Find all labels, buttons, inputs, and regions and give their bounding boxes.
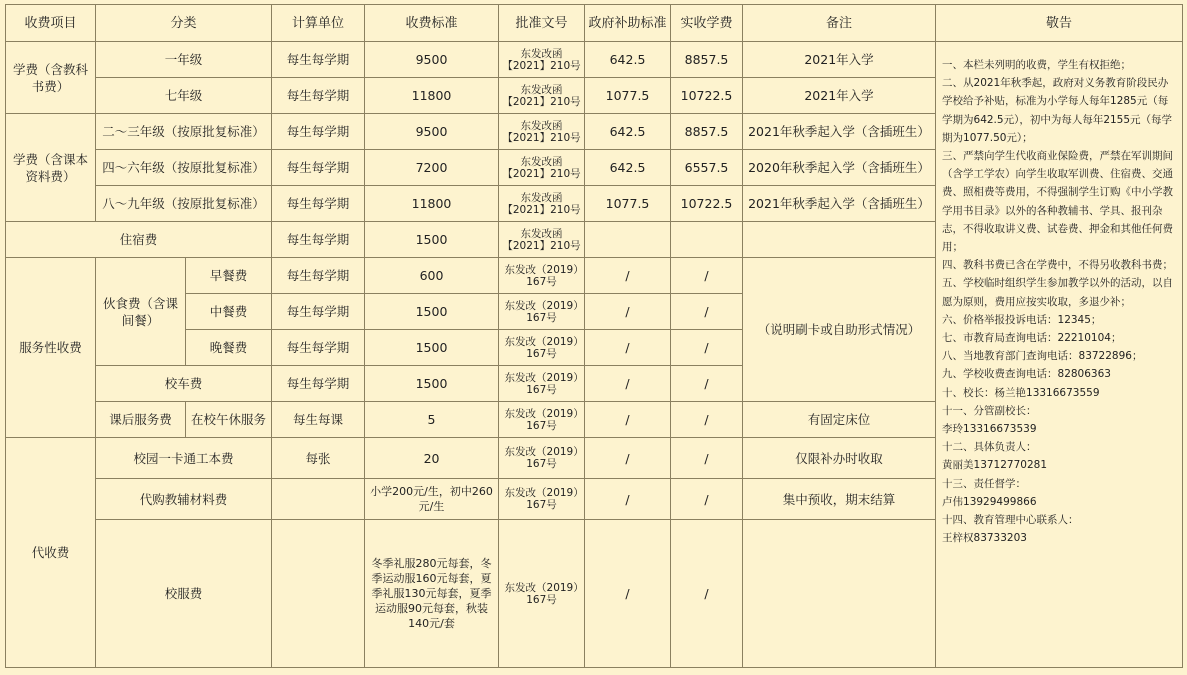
header-category: 分类 <box>96 5 272 42</box>
row-subsidy: 642.5 <box>585 150 671 186</box>
row-category: 一年级 <box>96 42 272 78</box>
row-actual: 8857.5 <box>671 42 743 78</box>
row-standard: 600 <box>365 258 499 294</box>
row-actual: / <box>671 258 743 294</box>
row-category: 四～六年级（按原批复标准） <box>96 150 272 186</box>
row-standard: 1500 <box>365 366 499 402</box>
header-subsidy: 政府补助标准 <box>585 5 671 42</box>
row-subsidy <box>585 222 671 258</box>
row-category: 代购教辅材料费 <box>96 479 272 520</box>
header-standard: 收费标准 <box>365 5 499 42</box>
row-approval: 东发改（2019）167号 <box>499 520 585 668</box>
notice-line: 李玲13316673539 <box>942 423 1037 436</box>
row-remark: 2021年入学 <box>743 78 936 114</box>
row-standard: 7200 <box>365 150 499 186</box>
row-subsidy: / <box>585 479 671 520</box>
header-actual: 实收学费 <box>671 5 743 42</box>
row-actual: / <box>671 520 743 668</box>
row-category: 校园一卡通工本费 <box>96 438 272 479</box>
row-unit: 每张 <box>272 438 365 479</box>
notice-line: 十三、责任督学： <box>942 477 1027 490</box>
row-remark: （说明刷卡或自助形式情况） <box>743 258 936 402</box>
row-category: 中餐费 <box>186 294 272 330</box>
row-category: 校车费 <box>96 366 272 402</box>
notice-line: 六、价格举报投诉电话：12345； <box>942 313 1102 326</box>
notice-line: 黄丽美13712770281 <box>942 459 1048 472</box>
notice-line: 三、严禁向学生代收商业保险费，严禁在军训期间（含学工学农）向学生收取军训费、住宿费、交通费、照相费等费用，不得强制学生订购《中小学教学用书目录》以外的各种教辅书、学具、报刊杂志，不得收取讲义费、试卷费、押金和其他任何费用； <box>942 150 1174 254</box>
notice-line: 八、当地教育部门查询电话：83722896； <box>942 350 1143 363</box>
row-subsidy: / <box>585 258 671 294</box>
row-approval: 东发改（2019）167号 <box>499 258 585 294</box>
row-subsidy: / <box>585 294 671 330</box>
row-actual: 6557.5 <box>671 150 743 186</box>
row-unit: 每生每学期 <box>272 330 365 366</box>
row-approval: 东发改（2019）167号 <box>499 402 585 438</box>
row-unit: 每生每学期 <box>272 222 365 258</box>
row-remark: 集中预收，期末结算 <box>743 479 936 520</box>
row-remark: 2021年秋季起入学（含插班生） <box>743 114 936 150</box>
row-actual <box>671 222 743 258</box>
row-approval: 东发改函【2021】210号 <box>499 78 585 114</box>
row-subsidy: 1077.5 <box>585 78 671 114</box>
row-approval: 东发改函【2021】210号 <box>499 222 585 258</box>
row-approval: 东发改（2019）167号 <box>499 366 585 402</box>
group-tuition-b: 学费（含课本资料费） <box>6 114 96 222</box>
row-standard: 11800 <box>365 186 499 222</box>
row-subsidy: / <box>585 366 671 402</box>
row-remark: 2020年秋季起入学（含插班生） <box>743 150 936 186</box>
notice-line: 十四、教育管理中心联系人： <box>942 514 1079 527</box>
row-category: 二～三年级（按原批复标准） <box>96 114 272 150</box>
row-subsidy: 642.5 <box>585 114 671 150</box>
row-subsidy: 642.5 <box>585 42 671 78</box>
notice-line: 一、本栏未列明的收费，学生有权拒绝； <box>942 59 1132 71</box>
row-subsidy: / <box>585 520 671 668</box>
header-item: 收费项目 <box>6 5 96 42</box>
notice-line: 十二、具体负责人： <box>942 441 1037 454</box>
row-unit: 每生每学期 <box>272 258 365 294</box>
row-standard: 冬季礼服280元每套，冬季运动服160元每套，夏季礼服130元每套，夏季运动服90元每套，秋装140元/套 <box>365 520 499 668</box>
row-approval: 东发改函【2021】210号 <box>499 114 585 150</box>
row-category: 七年级 <box>96 78 272 114</box>
row-subsidy: 1077.5 <box>585 186 671 222</box>
row-remark <box>743 222 936 258</box>
header-unit: 计算单位 <box>272 5 365 42</box>
row-actual: / <box>671 479 743 520</box>
row-actual: / <box>671 294 743 330</box>
notice-line: 二、从2021年秋季起，政府对义务教育阶段民办学校给予补贴，标准为小学每人每年1285元（每学期为642.5元），初中为每人每年2155元（每学期为1077.50元）； <box>942 77 1173 144</box>
row-category: 早餐费 <box>186 258 272 294</box>
notice-panel <box>936 42 1183 668</box>
row-standard: 1500 <box>365 294 499 330</box>
group-agency: 代收费 <box>6 438 96 668</box>
row-unit <box>272 479 365 520</box>
row-subsidy: / <box>585 402 671 438</box>
row-remark <box>743 520 936 668</box>
header-remark: 备注 <box>743 5 936 42</box>
header-row <box>6 5 1183 42</box>
notice-line: 卢伟13929499866 <box>942 495 1037 508</box>
row-remark: 2021年入学 <box>743 42 936 78</box>
row-standard: 1500 <box>365 222 499 258</box>
row-actual: / <box>671 366 743 402</box>
row-actual: 10722.5 <box>671 186 743 222</box>
row-standard: 20 <box>365 438 499 479</box>
row-category: 八～九年级（按原批复标准） <box>96 186 272 222</box>
row-standard: 9500 <box>365 114 499 150</box>
row-unit <box>272 520 365 668</box>
row-approval: 东发改函【2021】210号 <box>499 186 585 222</box>
row-category: 校服费 <box>96 520 272 668</box>
row-standard: 1500 <box>365 330 499 366</box>
row-category: 晚餐费 <box>186 330 272 366</box>
row-unit: 每生每学期 <box>272 366 365 402</box>
row-approval: 东发改（2019）167号 <box>499 479 585 520</box>
row-actual: 8857.5 <box>671 114 743 150</box>
notice-line: 王梓权83733203 <box>942 532 1027 545</box>
row-actual: / <box>671 438 743 479</box>
notice-line: 九、学校收费查询电话：82806363 <box>942 368 1111 381</box>
row-standard: 小学200元/生，初中260元/生 <box>365 479 499 520</box>
row-actual: / <box>671 330 743 366</box>
group-service: 服务性收费 <box>6 258 96 438</box>
row-unit: 每生每学期 <box>272 150 365 186</box>
row-unit: 每生每课 <box>272 402 365 438</box>
row-standard: 9500 <box>365 42 499 78</box>
row-approval: 东发改（2019）167号 <box>499 438 585 479</box>
row-unit: 每生每学期 <box>272 294 365 330</box>
row-subsidy: / <box>585 330 671 366</box>
notice-line: 四、教科书费已含在学费中，不得另收教科书费； <box>942 259 1174 272</box>
row-remark: 仅限补办时收取 <box>743 438 936 479</box>
row-standard: 11800 <box>365 78 499 114</box>
row-category: 住宿费 <box>6 222 272 258</box>
notice-line: 十一、分管副校长： <box>942 404 1037 417</box>
row-actual: / <box>671 402 743 438</box>
fee-table <box>5 4 1183 668</box>
notice-line: 十、校长：杨兰艳13316673559 <box>942 386 1100 399</box>
row-remark: 有固定床位 <box>743 402 936 438</box>
row-category: 在校午休服务 <box>186 402 272 438</box>
group-meals: 伙食费（含课间餐） <box>96 258 186 366</box>
row-unit: 每生每学期 <box>272 114 365 150</box>
row-unit: 每生每学期 <box>272 78 365 114</box>
row-approval: 东发改（2019）167号 <box>499 330 585 366</box>
header-notice: 敬告 <box>936 5 1183 42</box>
row-approval: 东发改函【2021】210号 <box>499 150 585 186</box>
header-approval: 批准文号 <box>499 5 585 42</box>
row-subsidy: / <box>585 438 671 479</box>
row-standard: 5 <box>365 402 499 438</box>
table-row <box>6 42 1183 78</box>
row-approval: 东发改（2019）167号 <box>499 294 585 330</box>
group-tuition-a: 学费（含教科书费） <box>6 42 96 114</box>
group-afterschool: 课后服务费 <box>96 402 186 438</box>
notice-line: 七、市教育局查询电话：22210104； <box>942 332 1122 345</box>
row-unit: 每生每学期 <box>272 186 365 222</box>
row-remark: 2021年秋季起入学（含插班生） <box>743 186 936 222</box>
notice-line: 五、学校临时组织学生参加教学以外的活动，以自愿为原则，费用应按实收取，多退少补； <box>942 277 1174 308</box>
row-actual: 10722.5 <box>671 78 743 114</box>
row-unit: 每生每学期 <box>272 42 365 78</box>
row-approval: 东发改函【2021】210号 <box>499 42 585 78</box>
